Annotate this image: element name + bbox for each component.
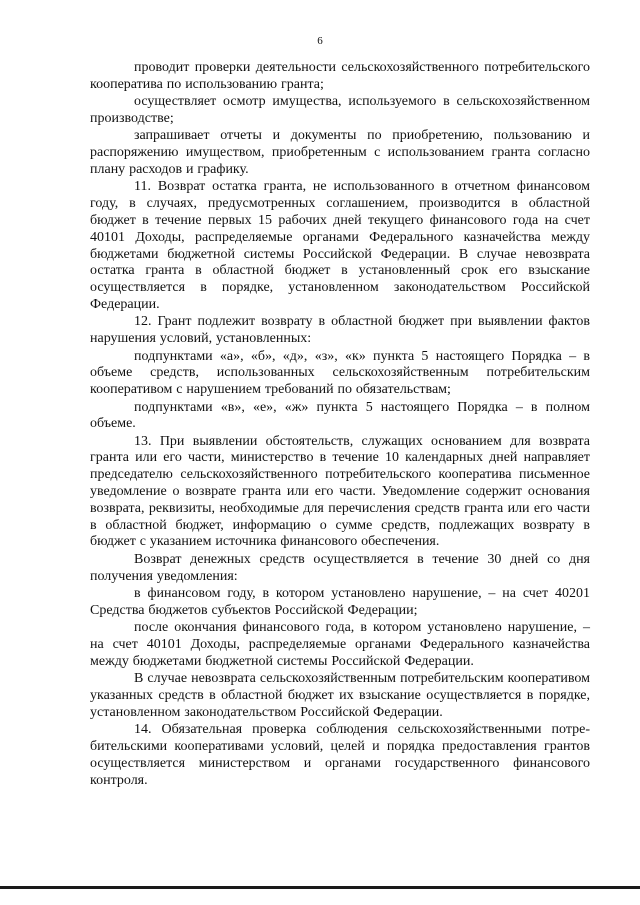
- paragraph-subitems-full: подпунктами «в», «е», «ж» пункта 5 настоящего Порядка – в полном объеме.: [90, 399, 590, 432]
- paragraph-section-11: 11. Возврат остатка гранта, не использованного в отчетном финансовом году, в случаях, предусмотренных соглашением, производится в областной бюджет в течение первых 15 рабочих дней текущего финансового года на счет 40101 Доходы, распределяемые органами Федерального казначейства между бюджетами бюджетной системы Российской Федерации. В случае невозврата остатка гранта в областной бюджет в установленный срок его взыскание осуществляется в порядке, установленном законодательством Российской Федерации.: [90, 179, 590, 312]
- paragraph-subitems-partial: подпунктами «а», «б», «д», «з», «к» пункта 5 настоящего Порядка – в объеме средств, использованных сельскохозяйственным потребительским кооперативом с нарушением требований по обязательствам;: [90, 348, 590, 398]
- paragraph-after-year-account: после окончания финансового года, в котором установлено нарушение, – на счет 40101 Доходы, распределяемые органами Федерального казначейства между бюджетами бюджетной системы Российской Федерации.: [90, 620, 590, 669]
- paragraph-property-inspection: осуществляет осмотр имущества, используемого в сельскохозяйственном производстве;: [90, 94, 590, 126]
- paragraph-non-return: В случае невозврата сельскохозяйственным потребительским кооперативом указанных средств в областной бюджет их взыскание осуществляется в порядке, установленном законодательством Российской Федерации.: [90, 671, 590, 720]
- paragraph-section-13: 13. При выявлении обстоятельств, служащих основанием для возврата гранта или его части, министерство в течение 10 календарных дней направляет председателю сельскохозяйственного потребительского кооператива письменное уведомление о возврате гранта или его части. Уведомление содержит основания возврата, реквизиты, необходимые для перечисления средств гранта или его части в областной бюджет, информацию о сумме средств, подлежащих возврату в бюджет с указанием источника финансового обеспечения.: [90, 433, 590, 550]
- paragraph-current-year-account: в финансовом году, в котором установлено нарушение, – на счет 40201 Средства бюджетов субъектов Российской Федерации;: [90, 586, 590, 618]
- page-number: 6: [317, 35, 323, 47]
- paragraph-reports-request: запрашивает отчеты и документы по приобретению, пользованию и распоряжению имуществом, приобретенным с использованием гранта согласно плану расходов и графику.: [90, 128, 590, 177]
- paragraph-return-deadline: Возврат денежных средств осуществляется в течение 30 дней со дня получения уведомления:: [90, 551, 590, 584]
- paragraph-inspections: проводит проверки деятельности сельскохозяйственного потребительского кооператива по использованию гранта;: [90, 60, 590, 92]
- paragraph-section-14: 14. Обязательная проверка соблюдения сельскохозяйственными потребительскими кооперативами условий, целей и порядка предоставления грантов осуществляется министерством и органами государственного финансового контроля.: [90, 722, 590, 788]
- paragraph-section-12: 12. Грант подлежит возврату в областной бюджет при выявлении фактов нарушения условий, установленных:: [90, 314, 590, 347]
- document-body: [90, 60, 590, 790]
- bottom-scan-border: [0, 886, 640, 889]
